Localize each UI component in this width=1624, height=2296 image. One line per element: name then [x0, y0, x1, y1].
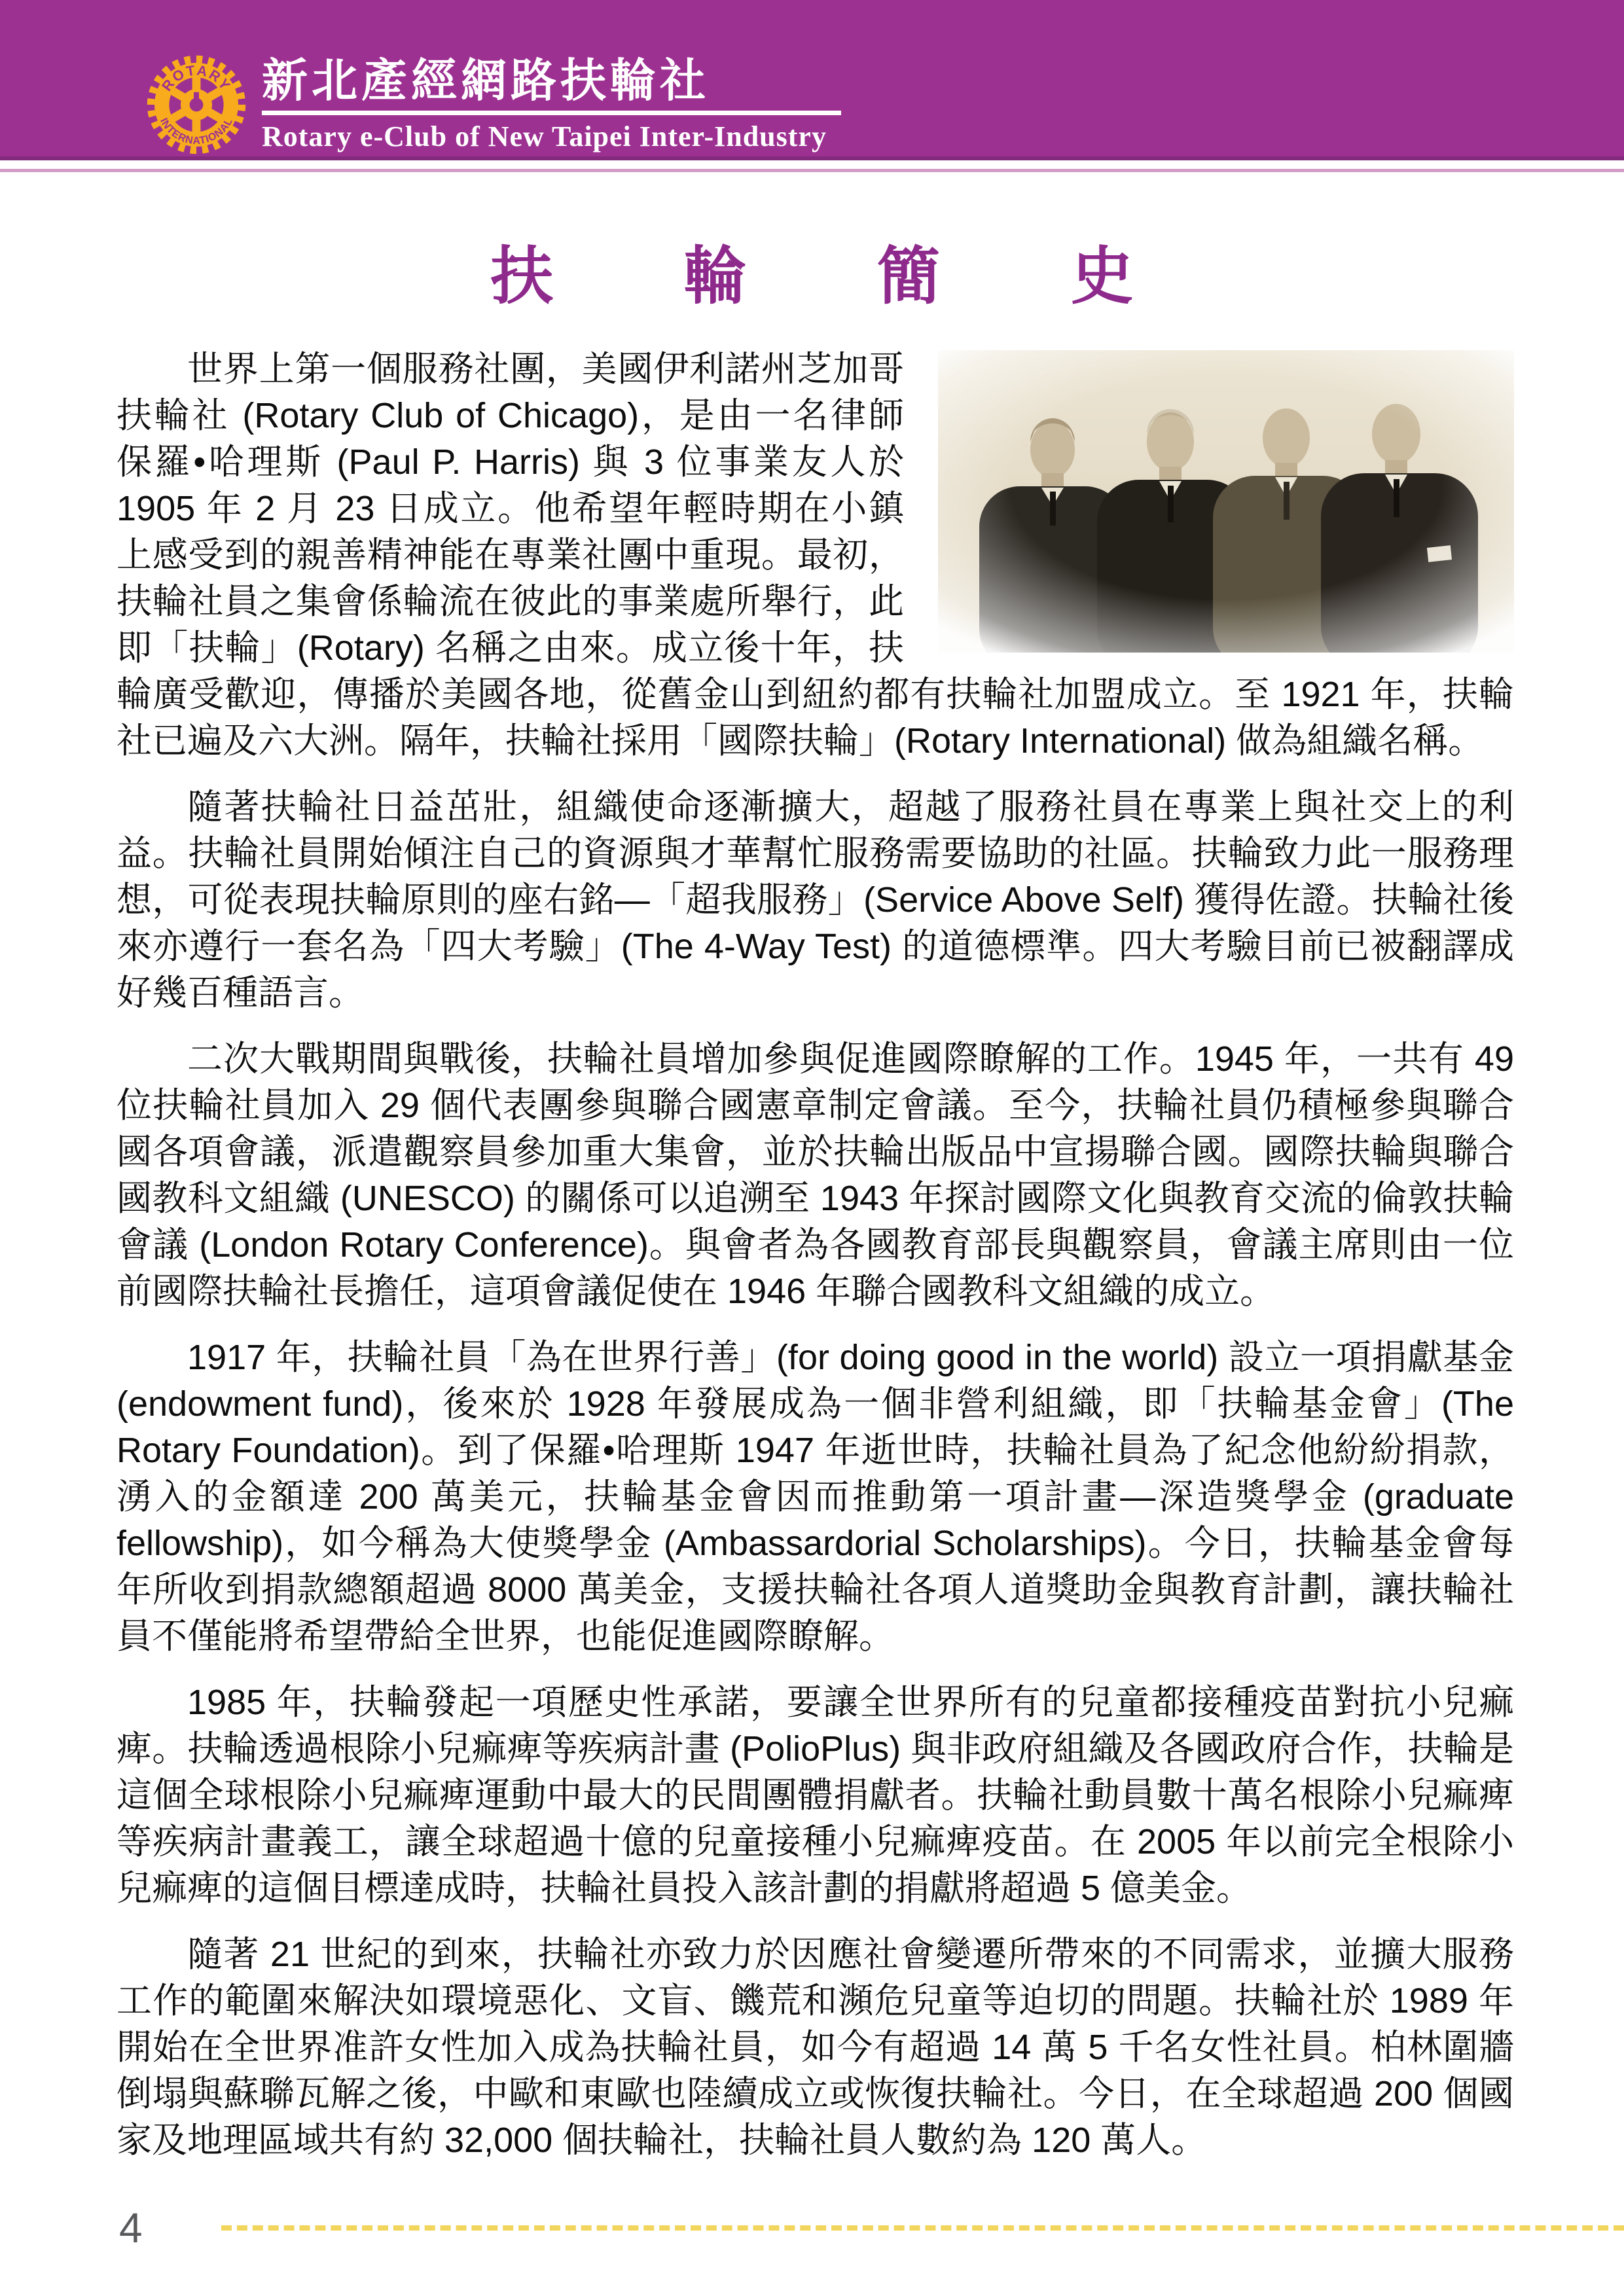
paragraph: 1985 年，扶輪發起一項歷史性承諾，要讓全世界所有的兒童都接種疫苗對抗小兒痲痺。扶輪透過根除小兒痲痺等疾病計畫 (PolioPlus) 與非政府組織及各國政府合作，扶輪是這個全球根除小兒痲痺運動中最大的民間團體捐獻者。扶輪社動員數十萬名根除小兒痲痺等疾病計畫義工，讓全球超過十億的兒童接種小兒痲痺疫苗。在 2005 年以前完全根除小兒痲痺的這個目標達成時，扶輪社員投入該計劃的捐獻將超過 5 億美金。 — [117, 1683, 1514, 1908]
page-title: 扶 輪 簡 史 — [490, 242, 1191, 312]
paragraph: 世界上第一個服務社團，美國伊利諾州芝加哥扶輪社 (Rotary Club of Chicago)，是由一名律師保羅•哈理斯 (Paul P. Harris) 與 3 位事業友人於 1905 年 2 月 23 日成立。他希望年輕時期在小鎮上感受到的親善精神能在專業社團中重現。最初，扶輪社員之集會係輪流在彼此的事業處所舉行，此即「扶輪」(Rotary) 名稱之由來。成立後十年，扶輪廣受歡迎，傳播於美國各地，從舊金山到紐約都有扶輪社加盟成立。至 1921 年，扶輪社已遍及六大洲。隔年，扶輪社採用「國際扶輪」(Rotary International) 做為組織名稱。 — [117, 350, 1514, 761]
club-name-zh: 新北產經網路扶輪社 — [262, 55, 710, 106]
rotary-logo-icon — [144, 52, 249, 157]
footer-dashed-line — [221, 2225, 1624, 2231]
club-name-en: Rotary e-Club of New Taipei Inter-Industry — [262, 120, 827, 152]
article — [117, 346, 1514, 2164]
pink-rule — [0, 169, 1624, 172]
header-titles — [262, 55, 841, 153]
header-band — [0, 0, 1624, 160]
founders-photo — [938, 350, 1514, 653]
page-number: 4 — [119, 2204, 143, 2251]
hub-keyway — [194, 92, 199, 99]
logo-top-text: ROTARY — [158, 62, 235, 94]
paragraph: 隨著扶輪社日益茁壯，組織使命逐漸擴大，超越了服務社員在專業上與社交上的利益。扶輪社員開始傾注自己的資源與才華幫忙服務需要協助的社區。扶輪致力此一服務理想，可從表現扶輪原則的座右銘—「超我服務」(Service Above Self) 獲得佐證。扶輪社後來亦遵行一套名為「四大考驗」(The 4-Way Test) 的道德標準。四大考驗目前已被翻譯成好幾百種語言。 — [117, 787, 1514, 1013]
header-divider — [262, 111, 841, 115]
photo-vignette — [938, 350, 1514, 653]
paragraph: 隨著 21 世紀的到來，扶輪社亦致力於因應社會變遷所帶來的不同需求，並擴大服務工作的範圍來解決如環境惡化、文盲、饑荒和瀕危兒童等迫切的問題。扶輪社於 1989 年開始在全世界准許女性加入成為扶輪社員，如今有超過 14 萬 5 千名女性社員。柏林圍牆倒塌與蘇聯瓦解之後，中歐和東歐也陸續成立或恢復扶輪社。今日，在全球超過 200 個國家及地理區域共有約 32,000 個扶輪社，扶輪社員人數約為 120 萬人。 — [117, 1935, 1514, 2160]
paragraph: 1917 年，扶輪社員「為在世界行善」(for doing good in the world) 設立一項捐獻基金 (endowment fund)，後來於 1928 年發展成為一個非營利組織，即「扶輪基金會」(The Rotary Foundation)。到了保羅•哈理斯 1947 年逝世時，扶輪社員為了紀念他紛紛捐款，湧入的金額達 200 萬美元，扶輪基金會因而推動第一項計畫—深造獎學金 (graduate fellowship)，如今稱為大使獎學金 (Ambassardorial Scholarships)。今日，扶輪基金會每年所收到捐款總額超過 8000 萬美金，支援扶輪社各項人道獎助金與教育計劃，讓扶輪社員不僅能將希望帶給全世界，也能促進國際瞭解。 — [117, 1338, 1514, 1656]
footer — [0, 2204, 1624, 2251]
logo-bottom-text: INTERNATIONAL — [157, 116, 236, 147]
paragraph: 二次大戰期間與戰後，扶輪社員增加參與促進國際瞭解的工作。1945 年，一共有 49 位扶輪社員加入 29 個代表團參與聯合國憲章制定會議。至今，扶輪社員仍積極參與聯合國各項會議，派遣觀察員參加重大集會，並於扶輪出版品中宣揚聯合國。國際扶輪與聯合國教科文組織 (UNESCO) 的關係可以追溯至 1943 年探討國際文化與教育交流的倫敦扶輪會議 (London Rotary Conference)。與會者為各國教育部長與觀察員，會議主席則由一位前國際扶輪社長擔任，這項會議促使在 1946 年聯合國教科文組織的成立。 — [117, 1039, 1514, 1311]
